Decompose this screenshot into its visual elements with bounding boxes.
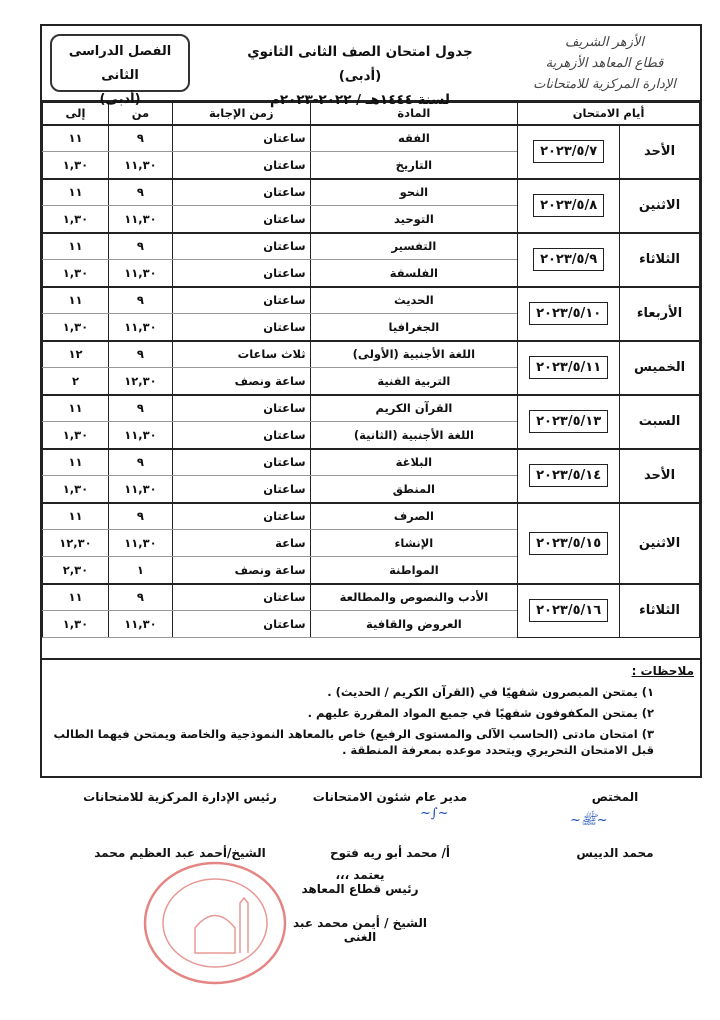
sig-name: أ/ محمد أبو ريه فتوح — [329, 846, 451, 860]
duration-cell: ساعتان — [172, 125, 310, 152]
to-cell: ١,٣٠ — [43, 260, 109, 287]
table-row — [43, 449, 700, 476]
col-to: إلى — [43, 103, 109, 125]
note-item: ٣) امتحان مادتى (الحاسب الآلى والمستوى الرفيع) خاص بالمعاهد النموذجية والخاصة ويمتحن فيهما الطالب قبل الامتحان التحريري ويتحدد موعده بمعرفة المنطقة . — [53, 727, 654, 757]
sig-title: مدير عام شئون الامتحانات — [312, 790, 468, 804]
from-cell: ٩ — [108, 395, 172, 422]
from-cell: ٩ — [108, 179, 172, 206]
duration-cell: ساعتان — [172, 233, 310, 260]
duration-cell: ساعتان — [172, 395, 310, 422]
signature-sector — [280, 868, 440, 944]
exam-date — [518, 125, 620, 179]
date-text: ٢٠٢٣/٥/١٣ — [529, 410, 608, 433]
exam-date — [518, 395, 620, 449]
notes-title: ملاحظات : — [631, 664, 694, 678]
table-row — [43, 125, 700, 152]
logo-line: الأزهر الشريف — [565, 35, 644, 50]
col-duration: زمن الإجابة — [172, 103, 310, 125]
from-cell: ١١,٣٠ — [108, 422, 172, 449]
subject-cell: القرآن الكريم — [310, 395, 518, 422]
table-row — [43, 287, 700, 314]
date-text: ٢٠٢٣/٥/٧ — [533, 140, 604, 163]
logo-line: الإدارة المركزية للامتحانات — [533, 77, 676, 92]
signature-manager — [300, 790, 480, 860]
page-title — [235, 40, 485, 112]
to-cell: ١,٣٠ — [43, 611, 109, 638]
sig-title: المختص — [591, 790, 639, 804]
date-text: ٢٠٢٣/٥/٩ — [533, 248, 604, 271]
duration-cell: ساعة ونصف — [172, 557, 310, 584]
subject-cell: النحو — [310, 179, 518, 206]
duration-cell: ساعة — [172, 530, 310, 557]
to-cell: ١,٣٠ — [43, 422, 109, 449]
from-cell: ٩ — [108, 584, 172, 611]
approve-text: يعتمد ،،، — [335, 868, 385, 882]
duration-cell: ساعتان — [172, 179, 310, 206]
to-cell: ١,٣٠ — [43, 206, 109, 233]
to-cell: ١١ — [43, 179, 109, 206]
title-text: جدول امتحان الصف الثانى الثانوي (أدبى) — [247, 44, 473, 84]
official-stamp — [140, 858, 290, 988]
table-row — [43, 179, 700, 206]
document-header — [42, 26, 700, 108]
subject-cell: الفلسفة — [310, 260, 518, 287]
exam-day: السبت — [620, 395, 700, 449]
exam-day: الأحد — [620, 449, 700, 503]
subject-cell: التفسير — [310, 233, 518, 260]
from-cell: ٩ — [108, 233, 172, 260]
from-cell: ١ — [108, 557, 172, 584]
to-cell: ١١ — [43, 449, 109, 476]
duration-cell: ساعتان — [172, 422, 310, 449]
date-text: ٢٠٢٣/٥/١٦ — [529, 599, 608, 622]
year-text: لسنة ١٤٤٤هـ / ٢٠٢٢-٢٠٢٣م — [270, 92, 450, 108]
duration-cell: ساعتان — [172, 287, 310, 314]
subject-cell: الإنشاء — [310, 530, 518, 557]
col-subject: المادة — [310, 103, 518, 125]
schedule-table — [42, 102, 700, 638]
duration-cell: ساعتان — [172, 611, 310, 638]
duration-cell: ساعتان — [172, 503, 310, 530]
term-text: الفصل الدراسى الثانى — [68, 44, 172, 83]
table-row — [43, 233, 700, 260]
to-cell: ١١ — [43, 395, 109, 422]
to-cell: ١,٣٠ — [43, 476, 109, 503]
signature-head — [60, 790, 300, 860]
subject-cell: المنطق — [310, 476, 518, 503]
exam-date — [518, 449, 620, 503]
from-cell: ٩ — [108, 503, 172, 530]
from-cell: ٩ — [108, 341, 172, 368]
table-row — [43, 503, 700, 530]
exam-day: الثلاثاء — [620, 584, 700, 638]
duration-cell: ساعتان — [172, 584, 310, 611]
date-text: ٢٠٢٣/٥/١١ — [529, 356, 608, 379]
sig-title: رئيس قطاع المعاهد — [301, 882, 419, 896]
exam-day: الاثنين — [620, 179, 700, 233]
branch-text: (أدبى) — [99, 92, 141, 107]
exam-date — [518, 233, 620, 287]
from-cell: ١١,٣٠ — [108, 260, 172, 287]
duration-cell: ساعة ونصف — [172, 368, 310, 395]
notes-section — [40, 660, 702, 778]
duration-cell: ساعتان — [172, 314, 310, 341]
to-cell: ١,٣٠ — [43, 314, 109, 341]
sig-name: محمد الدييس — [576, 846, 654, 860]
table-row — [43, 584, 700, 611]
to-cell: ١١ — [43, 125, 109, 152]
from-cell: ٩ — [108, 287, 172, 314]
date-text: ٢٠٢٣/٥/١٥ — [529, 532, 608, 555]
subject-cell: التوحيد — [310, 206, 518, 233]
duration-cell: ساعتان — [172, 476, 310, 503]
from-cell: ١٢,٣٠ — [108, 368, 172, 395]
from-cell: ١١,٣٠ — [108, 152, 172, 179]
exam-day: الخميس — [620, 341, 700, 395]
date-text: ٢٠٢٣/٥/٨ — [533, 194, 604, 217]
table-row — [43, 395, 700, 422]
sig-title: رئيس الإدارة المركزية للامتحانات — [83, 790, 277, 804]
to-cell: ١,٣٠ — [43, 152, 109, 179]
to-cell: ٢ — [43, 368, 109, 395]
duration-cell: ساعتان — [172, 260, 310, 287]
azhar-logo — [517, 32, 692, 95]
duration-cell: ثلاث ساعات — [172, 341, 310, 368]
subject-cell: الحديث — [310, 287, 518, 314]
handwritten-signature: ~∫~ — [420, 806, 449, 821]
subject-cell: التاريخ — [310, 152, 518, 179]
duration-cell: ساعتان — [172, 449, 310, 476]
exam-date — [518, 287, 620, 341]
exam-day: الثلاثاء — [620, 233, 700, 287]
subject-cell: الجغرافيا — [310, 314, 518, 341]
col-from: من — [108, 103, 172, 125]
exam-schedule-document — [40, 24, 702, 660]
note-item: ١) يمتحن المبصرون شفهيًا في (القرآن الكريم / الحديث) . — [327, 685, 654, 699]
subject-cell: الأدب والنصوص والمطالعة — [310, 584, 518, 611]
subject-cell: الفقه — [310, 125, 518, 152]
exam-day: الأربعاء — [620, 287, 700, 341]
subject-cell: اللغة الأجنبية (الثانية) — [310, 422, 518, 449]
exam-day: الأحد — [620, 125, 700, 179]
to-cell: ١٢ — [43, 341, 109, 368]
subject-cell: البلاغة — [310, 449, 518, 476]
note-item: ٢) يمتحن المكفوفون شفهيًا في جميع المواد المقررة عليهم . — [307, 706, 654, 720]
table-row — [43, 341, 700, 368]
to-cell: ١١ — [43, 584, 109, 611]
exam-day: الاثنين — [620, 503, 700, 584]
sig-name: الشيخ / أيمن محمد عبد الغنى — [292, 916, 427, 944]
col-days: أيام الامتحان — [518, 103, 700, 125]
term-box — [50, 34, 190, 107]
from-cell: ٩ — [108, 449, 172, 476]
from-cell: ١١,٣٠ — [108, 611, 172, 638]
handwritten-signature: ~ﷺ~ — [570, 813, 608, 828]
to-cell: ١١ — [43, 233, 109, 260]
exam-date — [518, 179, 620, 233]
to-cell: ١١ — [43, 503, 109, 530]
subject-cell: المواطنة — [310, 557, 518, 584]
to-cell: ١١ — [43, 287, 109, 314]
logo-line: قطاع المعاهد الأزهرية — [545, 56, 664, 71]
sig-name: الشيخ/أحمد عبد العظيم محمد — [94, 846, 266, 860]
subject-cell: التربية الفنية — [310, 368, 518, 395]
from-cell: ١١,٣٠ — [108, 476, 172, 503]
subject-cell: اللغة الأجنبية (الأولى) — [310, 341, 518, 368]
date-text: ٢٠٢٣/٥/١٠ — [529, 302, 608, 325]
subject-cell: العروض والقافية — [310, 611, 518, 638]
exam-date — [518, 584, 620, 638]
exam-date — [518, 341, 620, 395]
duration-cell: ساعتان — [172, 152, 310, 179]
date-text: ٢٠٢٣/٥/١٤ — [529, 464, 608, 487]
to-cell: ١٢,٣٠ — [43, 530, 109, 557]
from-cell: ٩ — [108, 125, 172, 152]
from-cell: ١١,٣٠ — [108, 530, 172, 557]
subject-cell: الصرف — [310, 503, 518, 530]
from-cell: ١١,٣٠ — [108, 314, 172, 341]
duration-cell: ساعتان — [172, 206, 310, 233]
exam-date — [518, 503, 620, 584]
from-cell: ١١,٣٠ — [108, 206, 172, 233]
to-cell: ٢,٣٠ — [43, 557, 109, 584]
